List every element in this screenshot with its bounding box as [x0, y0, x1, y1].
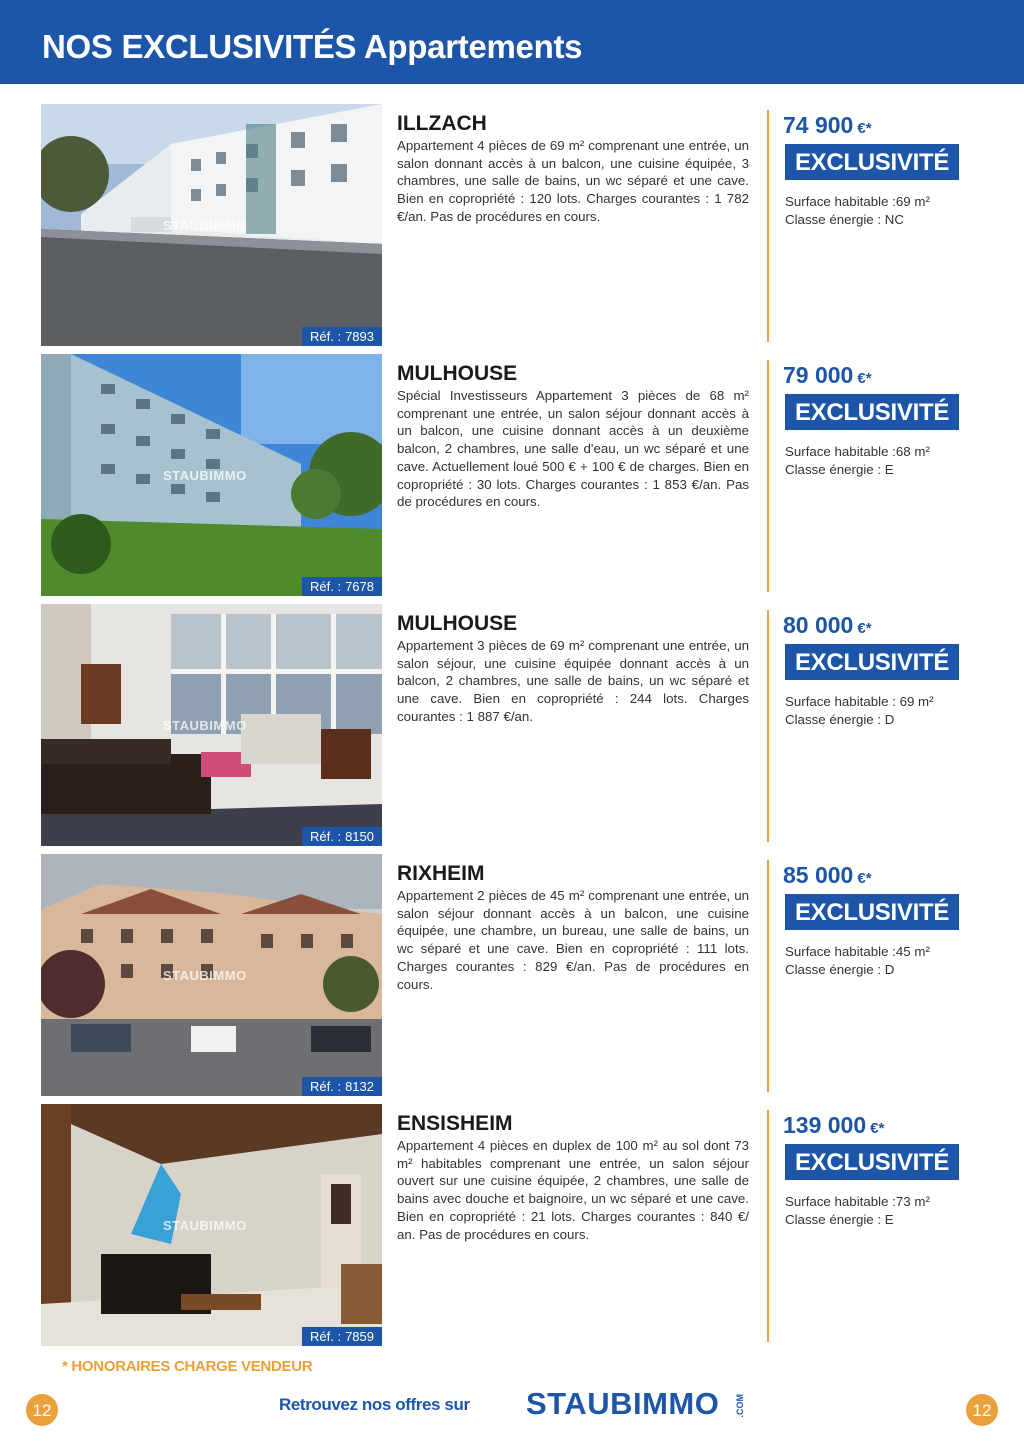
price-currency: €*	[857, 120, 872, 137]
surface-text: Surface habitable : 69 m²	[785, 694, 934, 709]
exclusivity-badge: EXCLUSIVITÉ	[785, 1144, 959, 1180]
listing-photo[interactable]	[41, 604, 382, 846]
exclusivity-badge: EXCLUSIVITÉ	[785, 394, 959, 430]
logo-tld: .COM	[735, 1394, 745, 1418]
listing-city: MULHOUSE	[397, 612, 518, 635]
divider	[767, 110, 769, 342]
footer-tagline: Retrouvez nos offres sur	[279, 1395, 470, 1414]
energy-class-text: Classe énergie : NC	[785, 212, 904, 227]
price-value: 139 000	[783, 1112, 867, 1138]
energy-class-text: Classe énergie : E	[785, 462, 894, 477]
energy-class-text: Classe énergie : D	[785, 962, 895, 977]
ref-number: 7678	[345, 579, 374, 594]
divider	[767, 1110, 769, 1342]
price-value: 79 000	[783, 362, 854, 388]
listing-price	[783, 1112, 884, 1139]
listing-city: ILLZACH	[397, 112, 487, 135]
logo-text: STAUBIMMO	[526, 1386, 720, 1421]
price-value: 85 000	[783, 862, 854, 888]
watermark: STAUBIMMO	[163, 468, 247, 483]
ref-label: Réf. :	[310, 329, 342, 344]
listing-city: MULHOUSE	[397, 362, 518, 385]
divider	[767, 610, 769, 842]
ref-number: 8132	[345, 1079, 374, 1094]
listing-price	[783, 112, 872, 139]
listing-price	[783, 362, 872, 389]
listing-city: ENSISHEIM	[397, 1112, 513, 1135]
ref-number: 8150	[345, 829, 374, 844]
page-number-right: 12	[966, 1394, 998, 1426]
ref-label: Réf. :	[310, 829, 342, 844]
divider	[767, 360, 769, 592]
fee-footnote: * HONORAIRES CHARGE VENDEUR	[62, 1358, 313, 1375]
ref-label: Réf. :	[310, 579, 342, 594]
watermark: STAUBIMMO	[163, 968, 247, 983]
listing-description: Spécial Investisseurs Appartement 3 pièces de 68 m² comprenant une entrée, un salon séjour donnant accès à un balcon, une cuisine donnant accès à un deuxième balcon, 2 chambres, une salle d'eau, un wc séparé et une cave. Actuellement loué 500 € + 100 € de charges. Bien en copropriété : 30 lots. Charges courantes : 1 853 €/an. Pas de procédures en cours.	[397, 388, 749, 510]
listing-photo[interactable]	[41, 1104, 382, 1346]
listing-photo[interactable]	[41, 354, 382, 596]
exclusivity-badge: EXCLUSIVITÉ	[785, 894, 959, 930]
ref-badge	[302, 827, 382, 846]
surface-text: Surface habitable :68 m²	[785, 444, 930, 459]
price-value: 80 000	[783, 612, 854, 638]
listing-description: Appartement 2 pièces de 45 m² comprenant une entrée, un salon séjour donnant accès à un balcon, une cuisine équipée, une chambre, un bureau, une salle de bains, un wc séparé et une cave. Bien en copropriété : 111 lots. Charges courantes : 829 €/an. Pas de procédures en cours.	[397, 888, 749, 992]
price-currency: €*	[857, 370, 872, 387]
ref-badge	[302, 1077, 382, 1096]
ref-number: 7893	[345, 329, 374, 344]
listing-city: RIXHEIM	[397, 862, 485, 885]
listing-price	[783, 862, 872, 889]
listing-card[interactable]	[0, 854, 1024, 1098]
listing-description: Appartement 3 pièces de 69 m² comprenant une entrée, un salon séjour, une cuisine équipée donnant accès à un balcon, 2 chambres, une salle de bains, un wc séparé et une cave. Bien en copropriété : 244 lots. Charges courantes : 1 887 €/an.	[397, 638, 749, 724]
price-currency: €*	[857, 870, 872, 887]
staubimmo-logo[interactable]	[526, 1386, 745, 1422]
listing-photo[interactable]	[41, 104, 382, 346]
listing-price	[783, 612, 872, 639]
energy-class-text: Classe énergie : E	[785, 1212, 894, 1227]
watermark: STAUBIMMO	[163, 1218, 247, 1233]
price-currency: €*	[857, 620, 872, 637]
surface-text: Surface habitable :69 m²	[785, 194, 930, 209]
exclusivity-badge: EXCLUSIVITÉ	[785, 644, 959, 680]
exclusivity-badge: EXCLUSIVITÉ	[785, 144, 959, 180]
ref-badge	[302, 327, 382, 346]
listing-card[interactable]	[0, 104, 1024, 348]
ref-badge	[302, 577, 382, 596]
ref-label: Réf. :	[310, 1079, 342, 1094]
surface-text: Surface habitable :45 m²	[785, 944, 930, 959]
energy-class-text: Classe énergie : D	[785, 712, 895, 727]
ref-badge	[302, 1327, 382, 1346]
listing-photo[interactable]	[41, 854, 382, 1096]
surface-text: Surface habitable :73 m²	[785, 1194, 930, 1209]
ref-label: Réf. :	[310, 1329, 342, 1344]
ref-number: 7859	[345, 1329, 374, 1344]
watermark: STAUBIMMO	[163, 718, 247, 733]
price-currency: €*	[870, 1120, 885, 1137]
listing-description: Appartement 4 pièces de 69 m² comprenant une entrée, un salon donnant accès à un balcon, une cuisine équipée, 3 chambres, une salle de bains, un wc séparé et une cave. Bien en copropriété : 120 lots. Charges courantes : 1 782 €/an. Pas de procédures en cours.	[397, 138, 749, 224]
price-value: 74 900	[783, 112, 854, 138]
page-title: NOS EXCLUSIVITÉS Appartements	[42, 28, 583, 65]
listing-card[interactable]	[0, 354, 1024, 598]
listing-card[interactable]	[0, 604, 1024, 848]
listing-description: Appartement 4 pièces en duplex de 100 m² au sol dont 73 m² habitables comprenant une entrée, un salon séjour ouvert sur une cuisine équipée, 2 chambres, une salle de bains avec douche et baignoire, un wc séparé et une cave. Bien en copropriété : 21 lots. Charges courantes : 840 €/ an. Pas de procédures en cours.	[397, 1138, 749, 1242]
divider	[767, 860, 769, 1092]
page-header	[0, 0, 1024, 84]
watermark: STAUBIMMO	[163, 218, 247, 233]
listing-card[interactable]	[0, 1104, 1024, 1348]
page-number-left: 12	[26, 1394, 58, 1426]
